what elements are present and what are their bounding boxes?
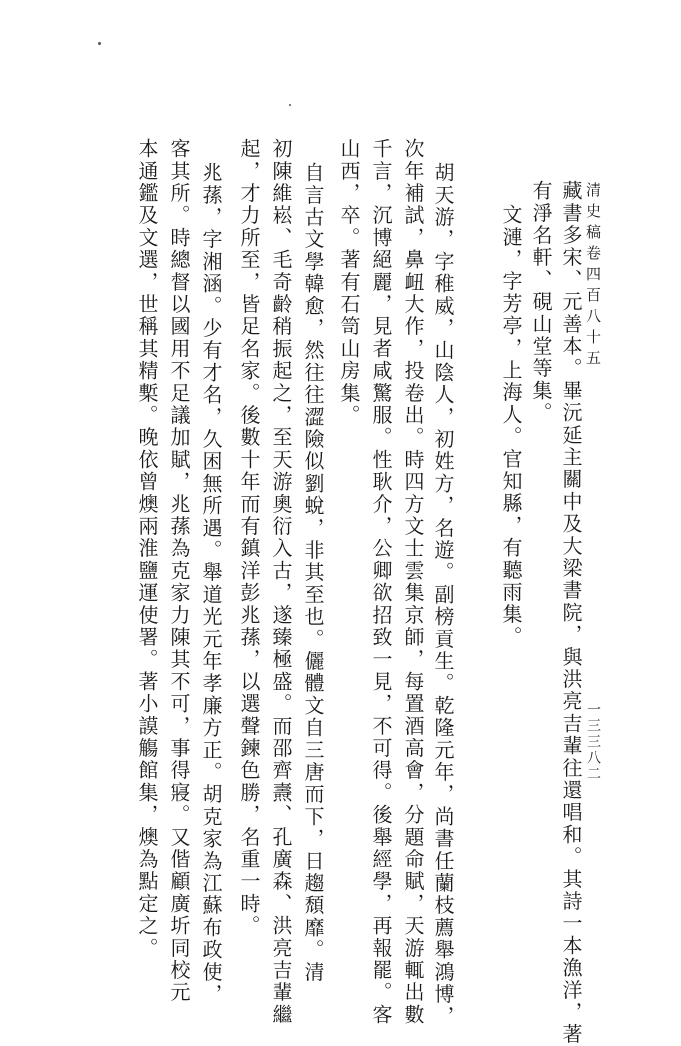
text-column-1: 藏書多宋、元善本。畢沅延主關中及大梁書院，與洪亮吉輩往還唱和。其詩一本漁洋，著 [559, 180, 583, 1046]
text-column-5: 次年補試，鼻衄大作，投卷出。時四方文士雲集京師，每置酒高會，分題命賦，天游輒出數 [401, 138, 425, 1026]
text-column-2: 有淨名軒、硯山堂等集。 [529, 180, 553, 425]
text-column-12: 客其所。時總督以國用不足議加賦，兆蓀為克家力陳其不可，事得寢。又偕顧廣圻同校元 [167, 138, 191, 1004]
scan-speck [289, 104, 291, 106]
text-column-6: 千言，沉博絕麗，見者咸驚服。性耿介，公卿欲招致一見，不可得。後舉經學，再報罷。客 [369, 138, 393, 1026]
running-header: 清史稿卷四百八十五 [584, 182, 602, 371]
page-number: 一三三八二 [585, 702, 601, 782]
text-column-3: 文漣，字芳亭，上海人。官知縣，有聽雨集。 [499, 204, 523, 648]
text-column-7: 山西，卒。著有石笥山房集。 [337, 138, 361, 427]
text-column-4: 胡天游，字稚威，山陰人，初姓方，名遊。副榜貢生。乾隆元年，尚書任蘭枝薦舉鴻博， [431, 162, 455, 1028]
text-column-13: 本通鑑及文選，世稱其精槧。晚依曾燠兩淮鹽運使署。著小謨觴館集，燠為點定之。 [135, 138, 159, 960]
text-column-10: 起，才力所至，皆足名家。後數十年而有鎮洋彭兆蓀，以選聲鍊色勝，名重一時。 [237, 138, 261, 938]
text-column-9: 初陳維崧、毛奇齡稍振起之，至天游奧衍入古，遂臻極盛。而邵齊燾、孔廣森、洪亮吉輩繼 [269, 138, 293, 1026]
text-column-11: 兆蓀，字湘涵。少有才名，久困無所遇。舉道光元年孝廉方正。胡克家為江蘇布政使， [199, 162, 223, 1006]
text-column-8: 自言古文學韓愈，然往往澀險似劉蛻，非其至也。儷體文自三唐而下，日趨頹靡。清 [301, 162, 325, 984]
scan-speck [98, 42, 101, 45]
